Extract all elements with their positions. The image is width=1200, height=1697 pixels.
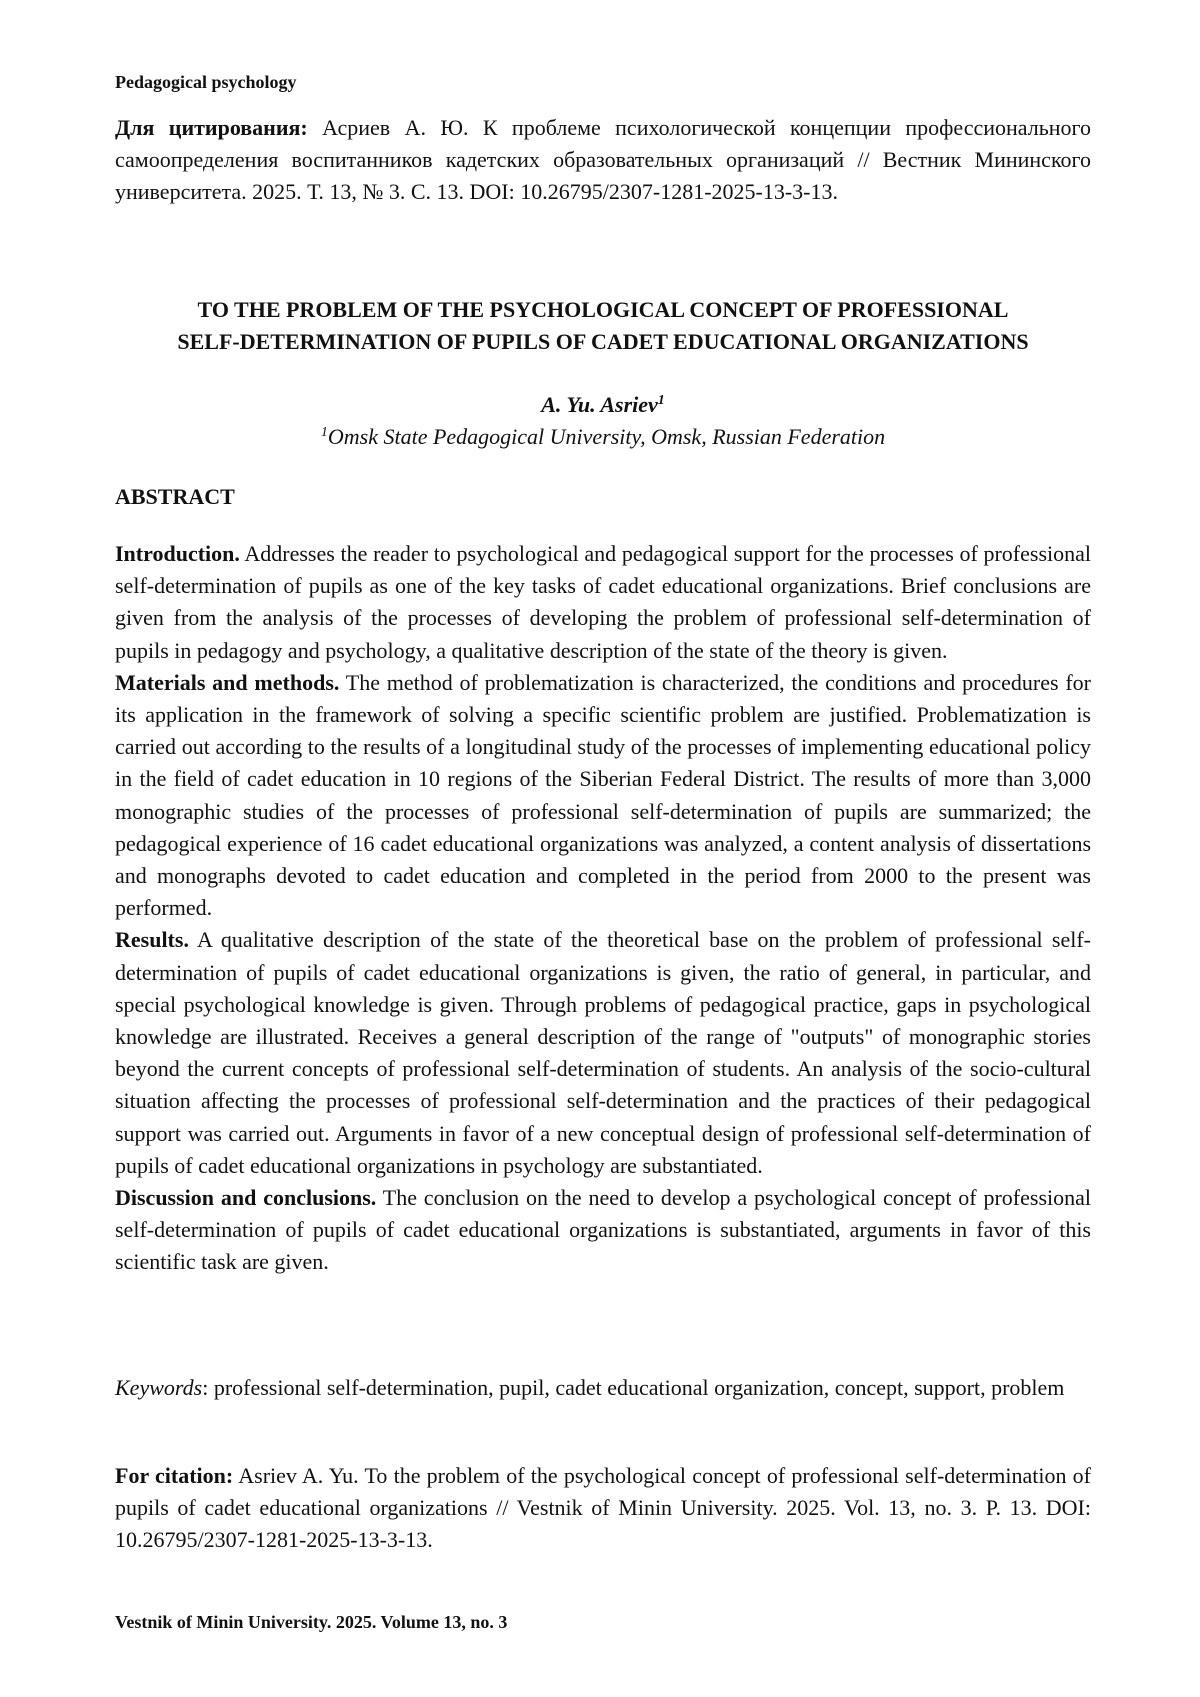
abstract-discussion-label: Discussion and conclusions. [115, 1185, 376, 1210]
abstract-materials-methods [115, 667, 1091, 925]
abstract-results-label: Results. [115, 927, 189, 952]
keywords-text: professional self-determination, pupil, cadet educational organization, concept, support, problem [214, 1375, 1065, 1400]
english-citation-text: Asriev A. Yu. To the problem of the psychological concept of professional self-determination of pupils of cadet educational organizations // Vestnik of Minin University. 2025. Vol. 13, no. 3. P. 13. DOI: 10.26795/2307-1281-2025-13-3-13. [115, 1463, 1091, 1552]
russian-citation [115, 112, 1091, 208]
russian-citation-text: Асриев А. Ю. К проблеме психологической концепции профессионального самоопределения воспитанников кадетских образовательных организаций // Вестник Мининского университета. 2025. Т. 13, № 3. С. 13. DOI: 10.26795/2307-1281-2025-13-3-13. [115, 115, 1091, 204]
abstract-body [115, 538, 1091, 1279]
paper-title-line-2: SELF-DETERMINATION OF PUPILS OF CADET EDUCATIONAL ORGANIZATIONS [115, 326, 1091, 358]
abstract-results-text: A qualitative description of the state of the theoretical base on the problem of professional self-determination of pupils of cadet educational organizations is given, the ratio of general, in particular, and special psychological knowledge is given. Through problems of pedagogical practice, gaps in psychological knowledge are illustrated. Receives a general description of the range of "outputs" of monographic stories beyond the current concepts of professional self-determination of students. An analysis of the socio-cultural situation affecting the processes of professional self-determination and the practices of their pedagogical support was carried out. Arguments in favor of a new conceptual design of professional self-determination of pupils of cadet educational organizations in psychology are substantiated. [115, 927, 1091, 1177]
author-name: A. Yu. Asriev [541, 392, 658, 417]
author-affiliation-mark: 1 [658, 393, 665, 408]
abstract-discussion [115, 1182, 1091, 1279]
author-line [115, 389, 1091, 421]
abstract-introduction-text: Addresses the reader to psychological and pedagogical support for the processes of professional self-determination of pupils as one of the key tasks of cadet educational organizations. Brief conclusions are given from the analysis of the processes of developing the problem of professional self-determination of pupils in pedagogy and psychology, a qualitative description of the state of the theory is given. [115, 541, 1091, 663]
keywords-label: Keywords [115, 1375, 202, 1400]
paper-title-line-1: TO THE PROBLEM OF THE PSYCHOLOGICAL CONCEPT OF PROFESSIONAL [115, 294, 1091, 326]
paper-page [115, 0, 1091, 1697]
russian-citation-lead: Для цитирования: [115, 115, 308, 140]
affiliation-line [115, 421, 1091, 453]
abstract-introduction [115, 538, 1091, 667]
running-footer: Vestnik of Minin University. 2025. Volume 13, no. 3 [115, 1611, 507, 1633]
running-header: Pedagogical psychology [115, 71, 297, 93]
english-citation-lead: For citation: [115, 1463, 233, 1488]
paper-title [115, 294, 1091, 358]
abstract-materials-methods-text: The method of problematization is characterized, the conditions and procedures for its application in the framework of solving a specific scientific problem are justified. Problematization is carried out according to the results of a longitudinal study of the processes of implementing educational policy in the field of cadet education in 10 regions of the Siberian Federal District. The results of more than 3,000 monographic studies of the processes of professional self-determination of pupils are summarized; the pedagogical experience of 16 cadet educational organizations was analyzed, a content analysis of dissertations and monographs devoted to cadet education and completed in the period from 2000 to the present was performed. [115, 670, 1091, 920]
abstract-introduction-label: Introduction. [115, 541, 240, 566]
abstract-materials-methods-label: Materials and methods. [115, 670, 339, 695]
english-citation [115, 1460, 1091, 1556]
abstract-heading: ABSTRACT [115, 481, 235, 513]
affiliation-text: Omsk State Pedagogical University, Omsk, Russian Federation [328, 424, 885, 449]
keywords-separator: : [202, 1375, 208, 1400]
abstract-discussion-text: The conclusion on the need to develop a psychological concept of professional self-determination of pupils of cadet educational organizations is substantiated, arguments in favor of this scientific task are given. [115, 1185, 1091, 1274]
keywords [115, 1372, 1091, 1404]
affiliation-mark: 1 [321, 425, 328, 440]
abstract-results [115, 924, 1091, 1182]
